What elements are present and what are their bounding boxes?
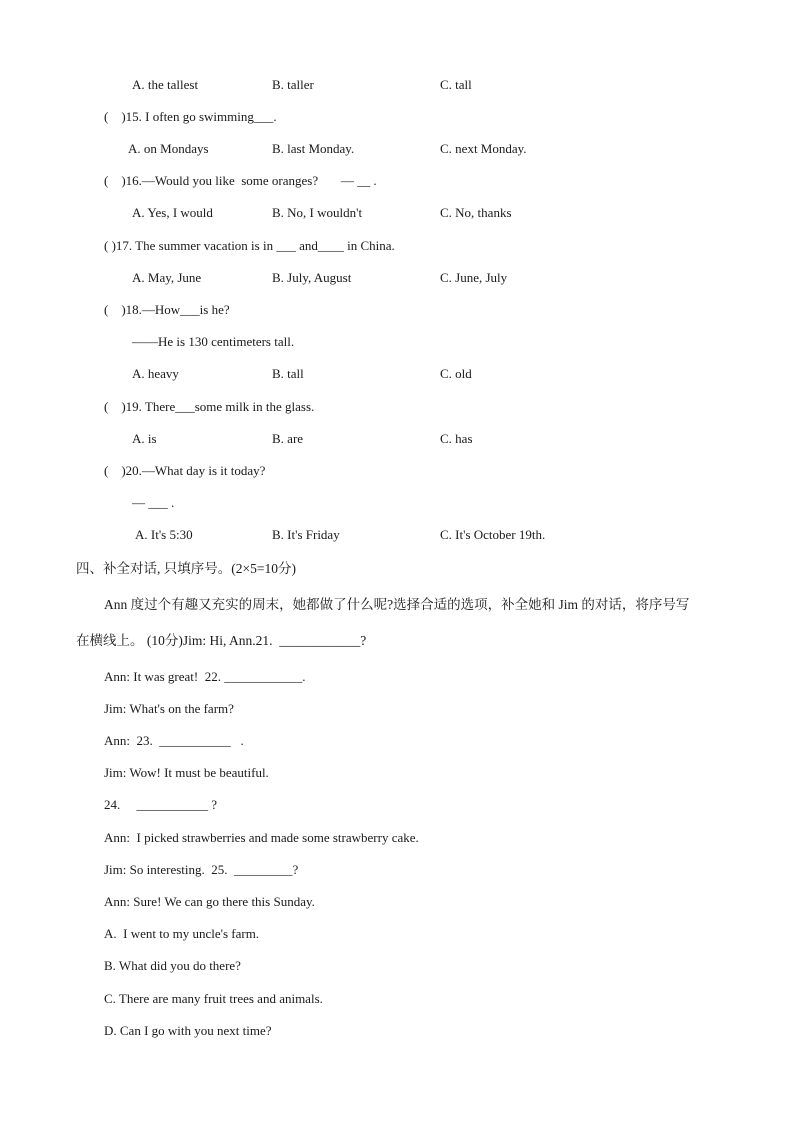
dialogue-line: Ann: 23. ___________ . [104,733,244,748]
q17-option-b: B. July, August [272,270,352,285]
q16-option-a: A. Yes, I would [132,205,213,220]
section4-intro-line2: 在横线上。 (10分)Jim: Hi, Ann.21. ____________? [76,633,367,648]
q17-option-c: C. June, July [440,270,508,285]
dialogue-line: Ann: Sure! We can go there this Sunday. [104,894,315,909]
q15-option-c: C. next Monday. [440,141,527,156]
q14-option-a: A. the tallest [132,77,199,92]
q14-option-b: B. taller [272,77,314,92]
dialogue-option-b: B. What did you do there? [104,958,241,973]
q20-answer-line: — ___ . [132,495,175,510]
q15-stem: ( )15. I often go swimming___. [104,109,277,124]
dialogue-line: Jim: What's on the farm? [104,701,234,716]
dialogue-line: Jim: Wow! It must be beautiful. [104,765,269,780]
q18-option-b: B. tall [272,366,304,381]
q20-option-c: C. It's October 19th. [440,527,546,542]
dialogue-option-d: D. Can I go with you next time? [104,1023,272,1038]
q18-stem: ( )18.—How___is he? [104,302,230,317]
q20-option-b: B. It's Friday [272,527,340,542]
q14-option-c: C. tall [440,77,472,92]
q20-option-a: A. It's 5:30 [135,527,193,542]
q18-option-c: C. old [440,366,472,381]
q20-stem: ( )20.—What day is it today? [104,463,266,478]
q19-stem: ( )19. There___some milk in the glass. [104,399,315,414]
dialogue-line: 24. ___________ ? [104,797,218,812]
q16-option-c: C. No, thanks [440,205,512,220]
q15-option-b: B. last Monday. [272,141,355,156]
q17-option-a: A. May, June [132,270,202,285]
dialogue-option-a: A. I went to my uncle's farm. [104,926,260,941]
dialogue-line: Ann: I picked strawberries and made some strawberry cake. [104,830,419,845]
dialogue-line: Jim: So interesting. 25. _________? [104,862,299,877]
section4-intro-line1: Ann 度过个有趣又充实的周末，她都做了什么呢?选择合适的选项，补全她和 Jim 的对话，将序号写 [104,597,690,612]
section4-heading: 四、补全对话, 只填序号。(2×5=10分) [76,561,296,576]
q17-stem: ( )17. The summer vacation is in ___ and____ in China. [104,238,395,253]
q18-answer-line: ——He is 130 centimeters tall. [132,334,295,349]
dialogue-line: Ann: It was great! 22. ____________. [104,669,306,684]
dialogue-option-c: C. There are many fruit trees and animals. [104,991,323,1006]
q18-option-a: A. heavy [132,366,179,381]
q16-stem: ( )16.—Would you like some oranges? — __ . [104,173,377,188]
q19-option-a: A. is [132,431,157,446]
q19-option-b: B. are [272,431,304,446]
q16-option-b: B. No, I wouldn't [272,205,363,220]
q15-option-a: A. on Mondays [128,141,209,156]
q19-option-c: C. has [440,431,473,446]
